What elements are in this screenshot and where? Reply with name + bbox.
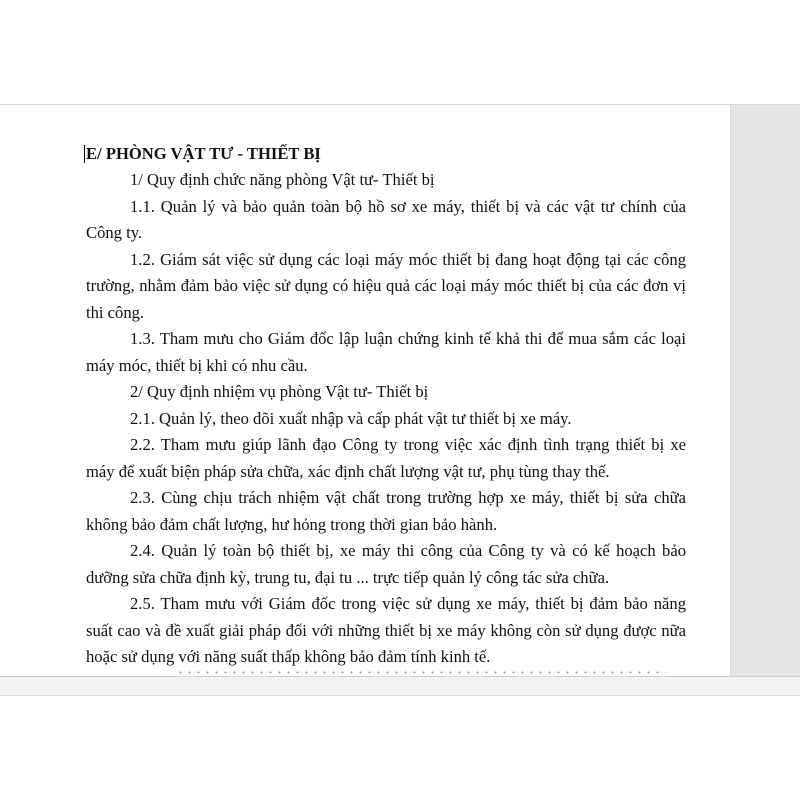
- paragraph-2-3: 2.3. Cùng chịu trách nhiệm vật chất trong trường hợp xe máy, thiết bị sửa chữa không bảo đảm chất lượng, hư hỏng trong thời gian bảo hành.: [86, 488, 686, 534]
- document-viewport[interactable]: [0, 104, 800, 685]
- cut-off-text-fragments: [176, 671, 666, 674]
- document-body[interactable]: [86, 141, 686, 671]
- paragraph-2-4: 2.4. Quản lý toàn bộ thiết bị, xe máy thi công của Công ty và có kế hoạch bảo dưỡng sửa chữa định kỳ, trung tu, đại tu ... trực tiếp quản lý công tác sửa chữa.: [86, 541, 686, 587]
- text-cursor: [84, 145, 85, 163]
- paragraph-2: 2/ Quy định nhiệm vụ phòng Vật tư- Thiết bị: [130, 382, 429, 401]
- section-heading: E/ PHÒNG VẬT TƯ - THIẾT BỊ: [86, 144, 321, 163]
- right-margin-area: [730, 105, 800, 685]
- paragraph-1-3: 1.3. Tham mưu cho Giám đốc lập luận chứng kinh tế khả thi để mua sắm các loại máy móc, thiết bị khi có nhu cầu.: [86, 329, 686, 375]
- paragraph-2-2: 2.2. Tham mưu giúp lãnh đạo Công ty trong việc xác định tình trạng thiết bị xe máy để xuất biện pháp sửa chữa, xác định chất lượng vật tư, phụ tùng thay thế.: [86, 435, 686, 481]
- paragraph-2-5: 2.5. Tham mưu với Giám đốc trong việc sử dụng xe máy, thiết bị đảm bảo năng suất cao và đề xuất giải pháp đối với những thiết bị xe máy không còn sử dụng được nữa hoặc sử dụng với năng suất thấp không bảo đảm tính kinh tế.: [86, 594, 686, 666]
- paragraph-1: 1/ Quy định chức năng phòng Vật tư- Thiết bị: [130, 170, 435, 189]
- paragraph-1-2: 1.2. Giám sát việc sử dụng các loại máy móc thiết bị đang hoạt động tại các công trường, nhằm đảm bảo việc sử dụng có hiệu quả các loại máy móc thiết bị của các đơn vị thi công.: [86, 249, 686, 322]
- document-page[interactable]: [0, 105, 730, 685]
- horizontal-scrollbar[interactable]: [0, 676, 800, 696]
- paragraph-2-1: 2.1. Quản lý, theo dõi xuất nhập và cấp phát vật tư thiết bị xe máy.: [130, 408, 572, 428]
- paragraph-1-1: 1.1. Quản lý và bảo quản toàn bộ hồ sơ xe máy, thiết bị và các vật tư chính của Công ty.: [86, 196, 686, 242]
